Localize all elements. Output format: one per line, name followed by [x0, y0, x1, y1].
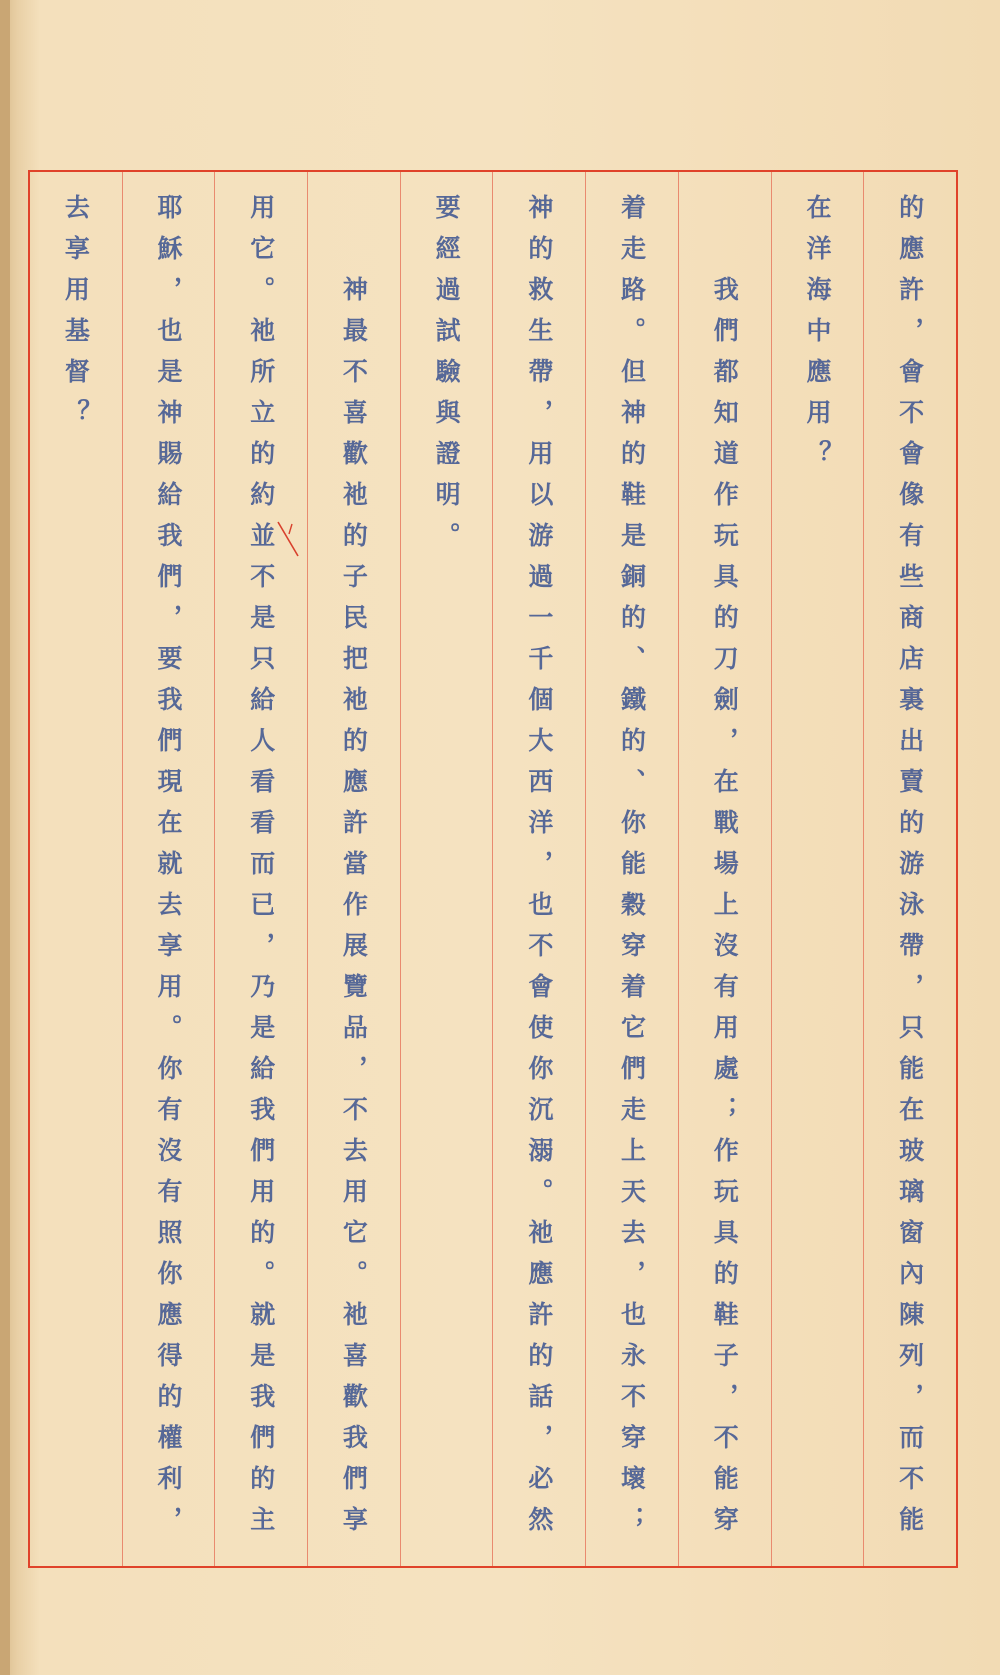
text-column-10 — [30, 172, 122, 1566]
text-column-7 — [307, 172, 400, 1566]
column-text: 的應許，會不會像有些商店裏出賣的游泳帶，只能在玻璃窗內陳列，而不能 — [895, 194, 925, 1547]
text-column-1 — [863, 172, 956, 1566]
red-pencil-check-mark — [276, 520, 306, 560]
page-spine-shadow — [0, 0, 10, 1675]
column-text: 去享用基督？ — [61, 194, 91, 440]
column-text: 着走路。但神的鞋是銅的、鐵的、你能穀穿着它們走上天去，也永不穿壞； — [617, 194, 647, 1547]
manuscript-grid — [28, 170, 958, 1568]
column-text: 我們都知道作玩具的刀劍，在戰場上沒有用處；作玩具的鞋子，不能穿 — [710, 276, 740, 1547]
column-text: 神的救生帶，用以游過一千個大西洋，也不會使你沉溺。祂應許的話，必然 — [524, 194, 554, 1547]
text-column-2 — [771, 172, 864, 1566]
column-text: 神最不喜歡祂的子民把祂的應許當作展覽品，不去用它。祂喜歡我們享 — [339, 276, 369, 1547]
column-text: 要經過試驗與證明。 — [432, 194, 462, 563]
column-text: 在洋海中應用？ — [802, 194, 832, 481]
column-text: 耶穌，也是神賜給我們，要我們現在就去享用。你有沒有照你應得的權利， — [154, 194, 184, 1547]
text-column-4 — [585, 172, 678, 1566]
text-column-3 — [678, 172, 771, 1566]
text-column-6 — [400, 172, 493, 1566]
text-column-9 — [122, 172, 215, 1566]
column-text: 用它。祂所立的約並不是只給人看看而已，乃是給我們用的。就是我們的主 — [246, 194, 276, 1547]
text-column-8 — [214, 172, 307, 1566]
text-column-5 — [492, 172, 585, 1566]
